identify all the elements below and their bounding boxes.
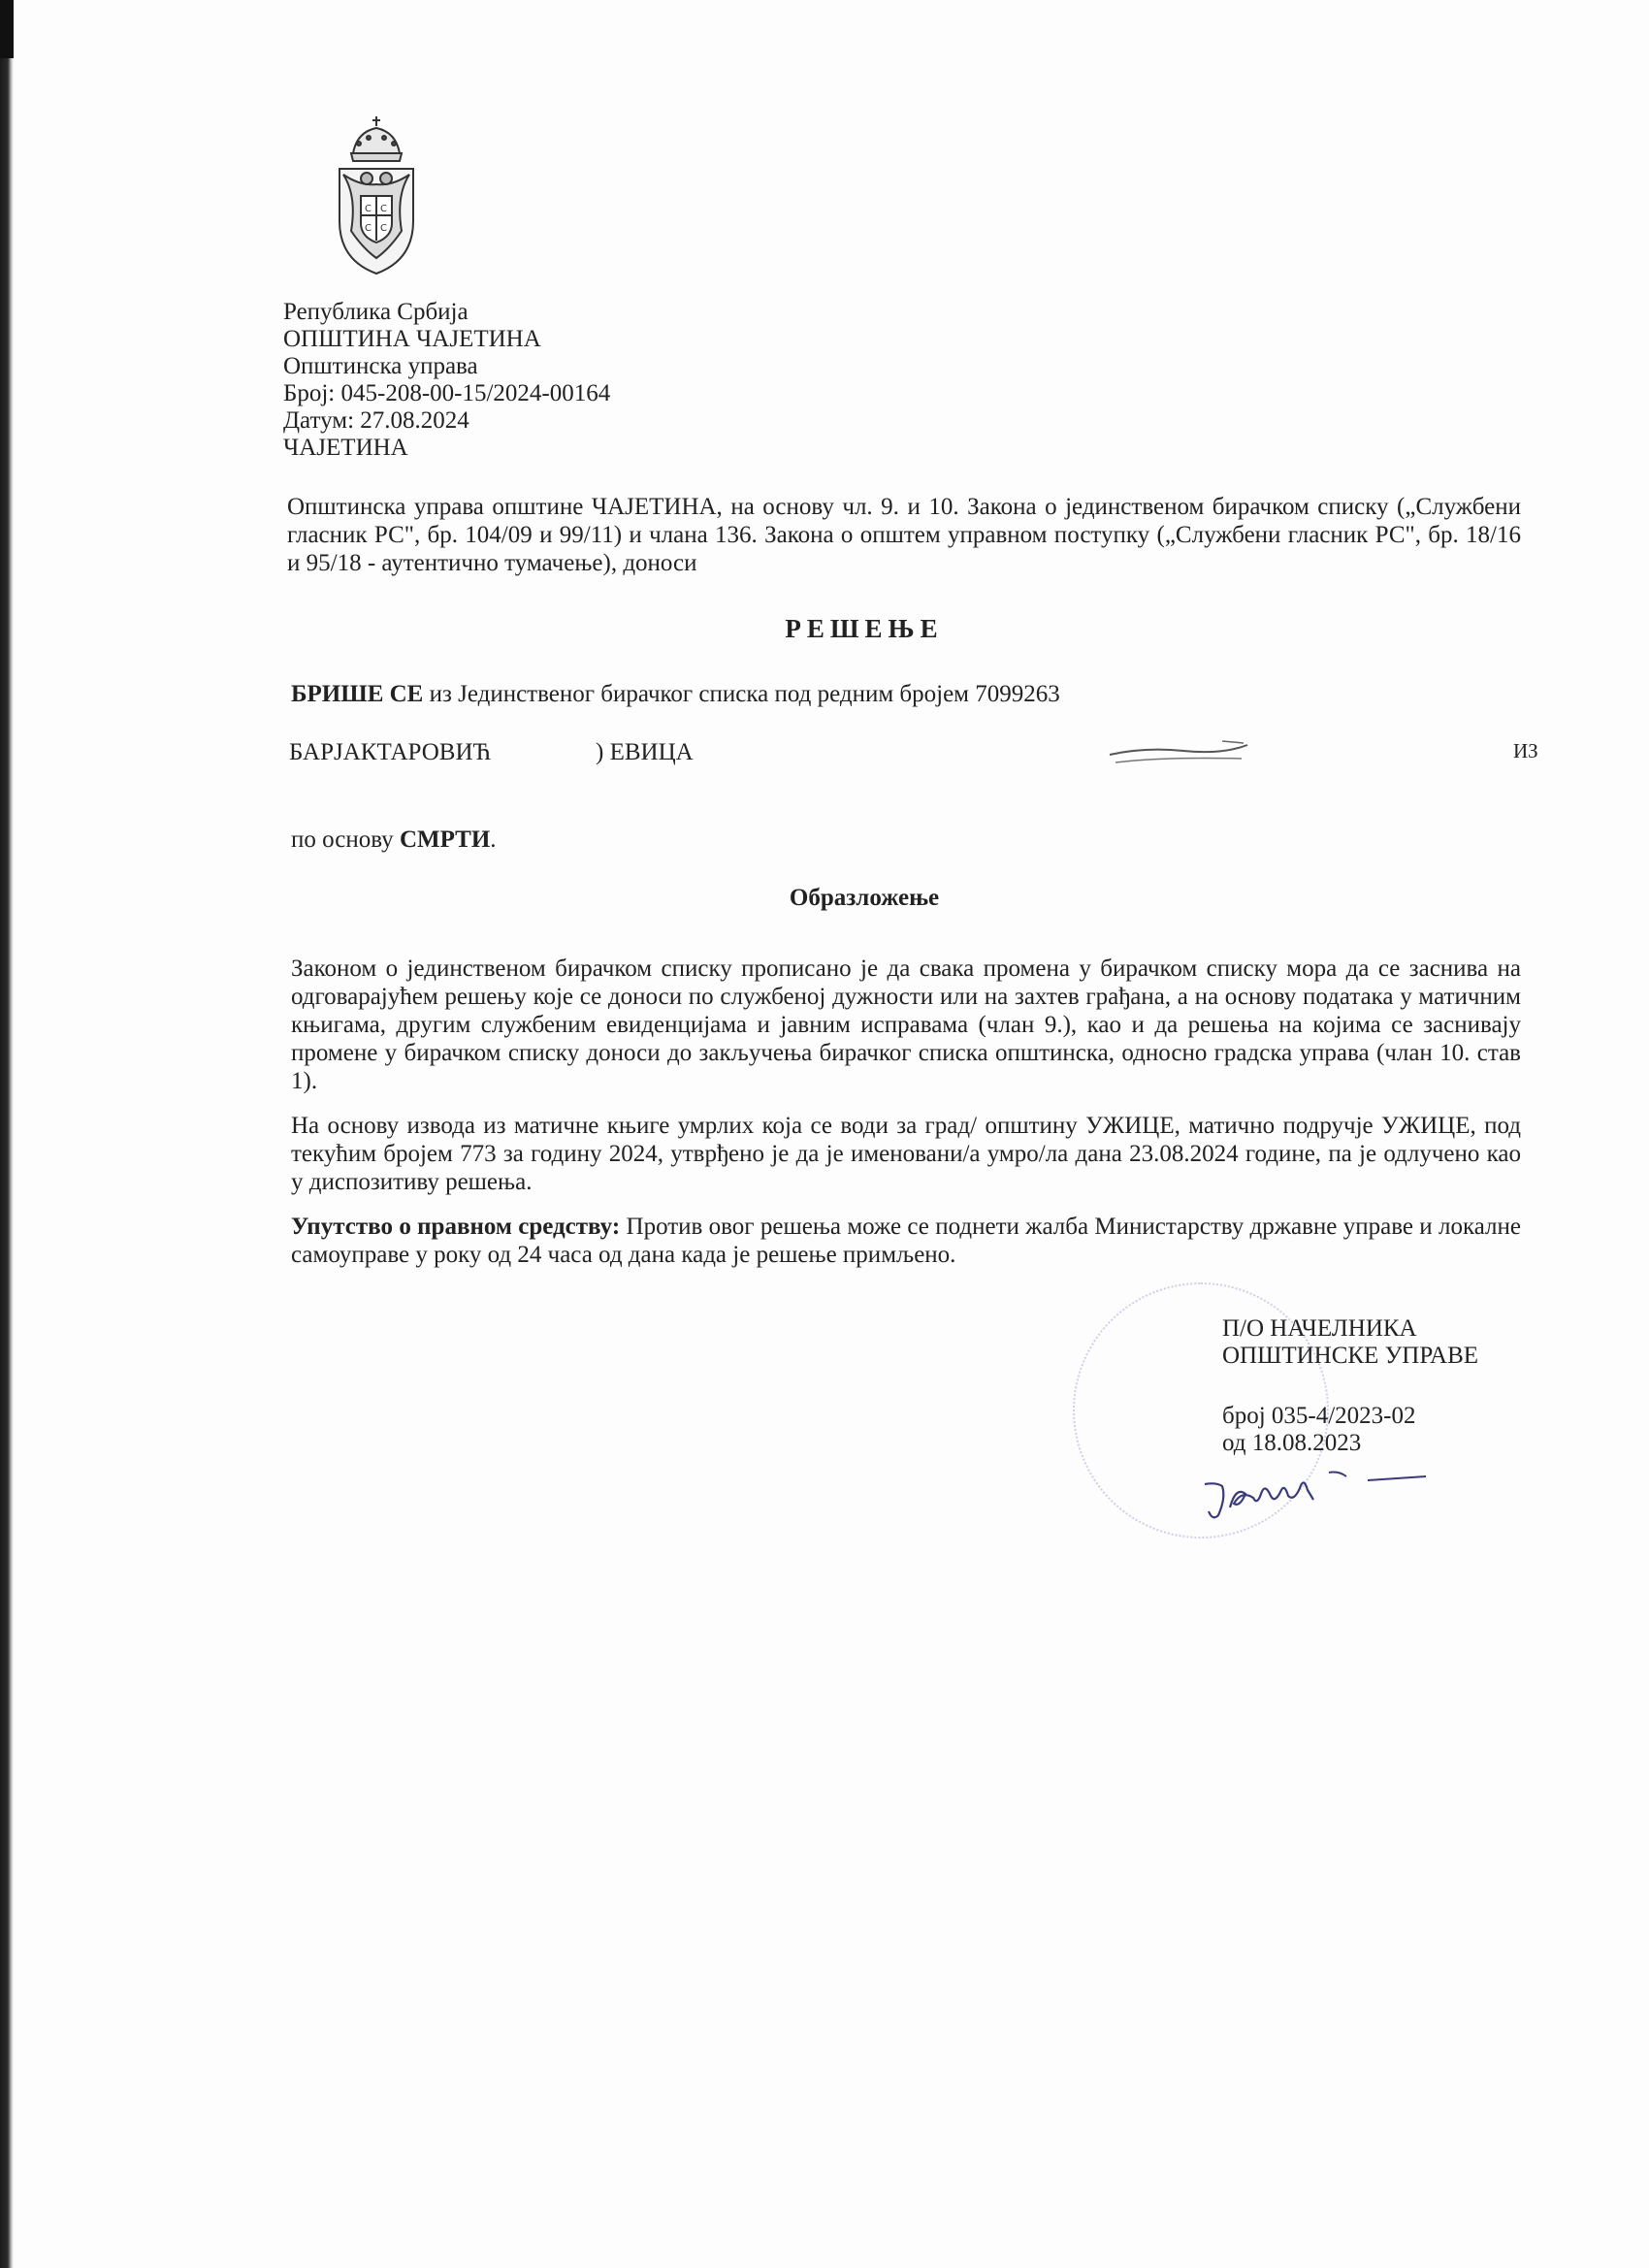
delete-statement-bold: БРИШЕ СЕ [291, 681, 424, 707]
explanation-paragraph-1: Законом о јединственом бирачком списку прописано је да свака промена у бирачком списку мора да се заснива на одговарајућем решењу које се доноси по службеној дужности или на захтев грађана, а на основу података у матичним књигама, другим службеним евиденцијама и јавним исправама (члан 9.), као и да решења на којима се заснивају промене у бирачком списку доноси до закључења бирачког списка општинска, односно градска управа (члан 10. став 1). [291, 956, 1521, 1094]
delete-statement [291, 681, 1060, 708]
delete-statement-text: из Јединственог бирачког списка под редним бројем 7099263 [423, 681, 1060, 707]
document-place: ЧАЈЕТИНА [283, 435, 408, 461]
svg-text:С: С [365, 223, 372, 234]
svg-text:С: С [365, 204, 372, 214]
basis-bold: СМРТИ [399, 826, 491, 853]
legal-remedy-text: Против овог решења може се поднети жалба Министарству државне управе и локалне самоуправе у року од 24 часа од дана када је решење примљено. [291, 1214, 1521, 1268]
explanation-title: Образложење [789, 885, 940, 911]
handwritten-signature [1183, 1443, 1436, 1531]
country-name: Република Србија [283, 299, 469, 325]
person-surname: БАРЈАКТАРОВИЋ [289, 739, 492, 765]
svg-text:С: С [380, 223, 387, 234]
person-suffix: ИЗ [1513, 739, 1538, 762]
signatory-title-1: П/О НАЧЕЛНИКА [1222, 1315, 1417, 1342]
signatory-title-2: ОПШТИНСКЕ УПРАВЕ [1222, 1343, 1479, 1369]
authorization-number: број 035-4/2023-02 [1222, 1403, 1416, 1429]
svg-text:С: С [380, 204, 387, 214]
signature-block [1222, 1315, 1478, 1457]
intro-paragraph: Општинска управа општине ЧАЈЕТИНА, на основу чл. 9. и 10. Закона о јединственом бирачком списку („Службени гласник РС", бр. 104/09 и 99/11) и члана 136. Закона о општем управном поступку („Службени гласник РС", бр. 18/16 и 95/18 - аутентично тумачење), доноси [287, 494, 1521, 576]
basis-statement [291, 826, 497, 854]
document-header [283, 299, 610, 462]
legal-remedy-paragraph [291, 1213, 1521, 1269]
legal-remedy-label: Упутство о правном средству: [291, 1214, 621, 1240]
scan-edge [0, 0, 14, 2268]
scan-edge-mark [0, 0, 14, 58]
explanation-paragraph-2: На основу извода из матичне књиге умрлих која се води за град/ општину УЖИЦЕ, матично подручје УЖИЦЕ, под текућим бројем 773 за годину 2024, утврђено је да је именовани/а умро/ла дана 23.08.2024 године, па је одлучено као у диспозитиву решења. [291, 1113, 1521, 1195]
office-name: Општинска управа [283, 353, 478, 379]
redaction-scribble [1106, 733, 1251, 772]
decision-title: РЕШЕЊЕ [785, 614, 944, 643]
document-number: Број: 045-208-00-15/2024-00164 [283, 380, 611, 406]
authorization-date: од 18.08.2023 [1222, 1430, 1362, 1456]
person-name-partial: ) ЕВИЦА [596, 739, 694, 765]
document-date: Датум: 27.08.2024 [283, 407, 469, 434]
basis-prefix: по основу [291, 826, 400, 853]
municipality-name: ОПШТИНА ЧАЈЕТИНА [283, 326, 541, 352]
serbian-coat-of-arms-icon [334, 114, 419, 275]
person-line [289, 739, 1538, 778]
basis-suffix: . [490, 826, 497, 853]
